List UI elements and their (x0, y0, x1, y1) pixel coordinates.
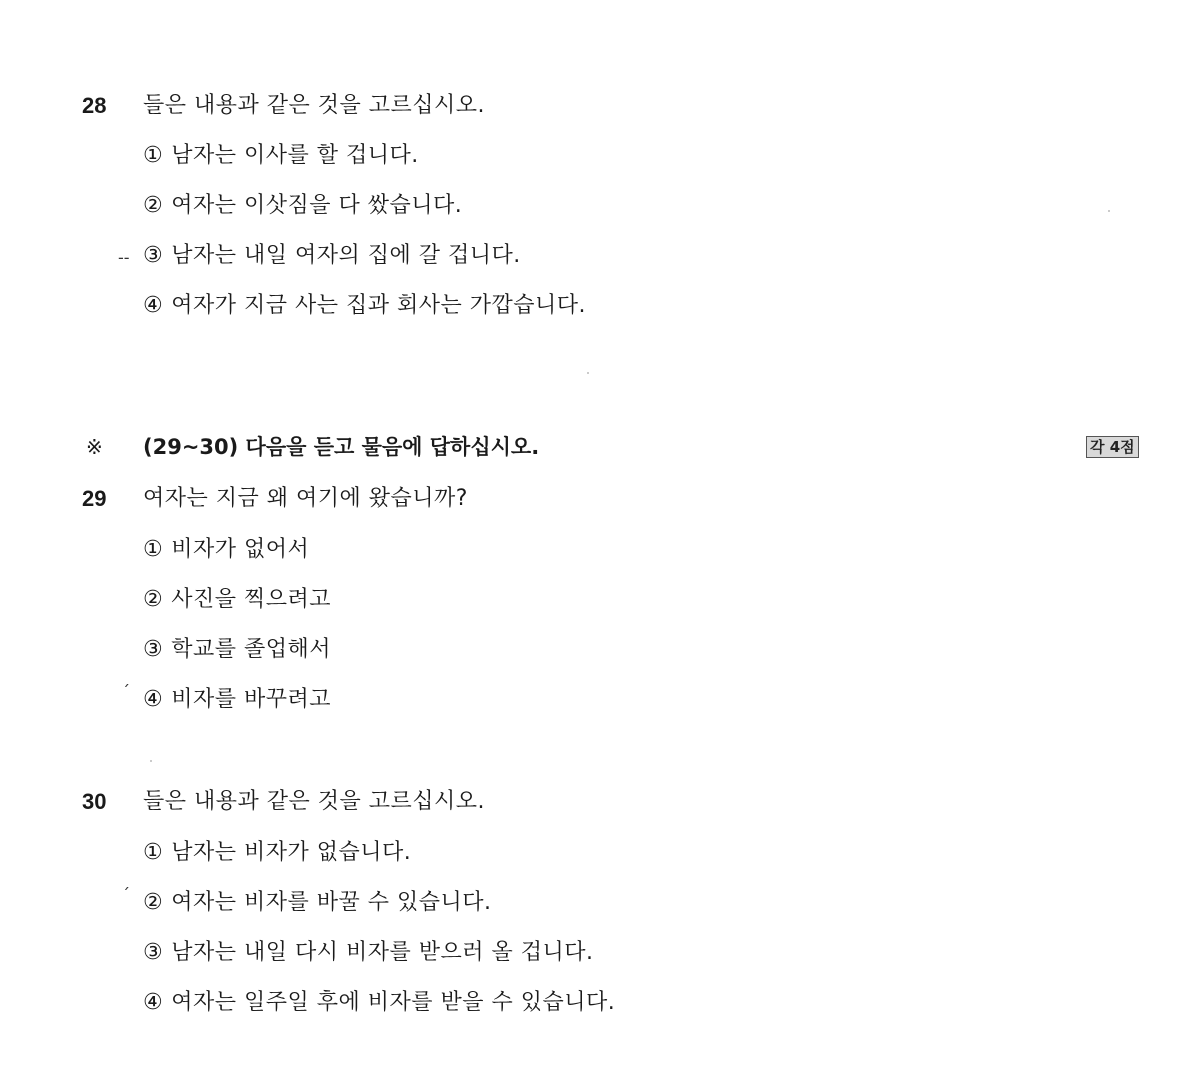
option-number: ② (143, 587, 164, 612)
option-text: 남자는 이사를 할 겁니다. (171, 143, 419, 168)
option-text: 여자가 지금 사는 집과 회사는 가깝습니다. (171, 293, 586, 318)
section-instruction: (29~30) 다음을 듣고 물음에 답하십시오. (143, 435, 540, 459)
question-text: 여자는 지금 왜 여기에 왔습니까? (143, 486, 468, 511)
reference-mark-icon: ※ (86, 435, 103, 459)
option-text: 남자는 내일 여자의 집에 갈 겁니다. (171, 243, 521, 268)
question-number: 29 (82, 486, 107, 511)
question-number: 30 (82, 789, 107, 814)
points-badge: 각 4점 (1086, 436, 1139, 458)
option-number: ① (143, 840, 164, 865)
option-number: ③ (143, 940, 164, 965)
answer-option-2[interactable] (143, 587, 331, 613)
option-text: 여자는 일주일 후에 비자를 받을 수 있습니다. (171, 990, 616, 1015)
option-number: ④ (143, 293, 164, 318)
option-text: 비자가 없어서 (171, 537, 310, 562)
answer-option-4[interactable] (143, 687, 331, 713)
answer-option-1[interactable] (143, 143, 419, 169)
scan-speck (150, 760, 152, 762)
answer-option-2[interactable] (143, 890, 491, 916)
answer-option-4[interactable] (143, 990, 615, 1016)
answer-option-3[interactable] (143, 637, 331, 663)
option-number: ① (143, 537, 164, 562)
option-text: 남자는 비자가 없습니다. (171, 840, 412, 865)
answer-option-2[interactable] (143, 193, 462, 219)
pen-mark-icon: ˊ (122, 885, 130, 904)
option-number: ② (143, 890, 164, 915)
option-number: ③ (143, 243, 164, 268)
answer-option-4[interactable] (143, 293, 586, 319)
scan-speck (587, 372, 589, 374)
answer-option-1[interactable] (143, 537, 309, 563)
answer-option-3[interactable] (143, 940, 593, 966)
option-text: 여자는 이삿짐을 다 쌌습니다. (171, 193, 463, 218)
question-number: 28 (82, 93, 107, 118)
option-number: ① (143, 143, 164, 168)
question-text: 들은 내용과 같은 것을 고르십시오. (143, 789, 485, 814)
option-number: ④ (143, 687, 164, 712)
pen-mark-icon: ˊ (122, 682, 130, 701)
pen-mark-icon: ‐‐ (118, 248, 130, 267)
answer-option-1[interactable] (143, 840, 411, 866)
scan-speck (1108, 210, 1110, 212)
answer-option-3[interactable] (143, 243, 521, 269)
question-text: 들은 내용과 같은 것을 고르십시오. (143, 93, 485, 118)
option-number: ④ (143, 990, 164, 1015)
option-text: 여자는 비자를 바꿀 수 있습니다. (171, 890, 492, 915)
option-number: ② (143, 193, 164, 218)
option-text: 비자를 바꾸려고 (171, 687, 331, 712)
option-text: 학교를 졸업해서 (171, 637, 331, 662)
option-number: ③ (143, 637, 164, 662)
option-text: 사진을 찍으려고 (171, 587, 331, 612)
option-text: 남자는 내일 다시 비자를 받으러 올 겁니다. (171, 940, 594, 965)
